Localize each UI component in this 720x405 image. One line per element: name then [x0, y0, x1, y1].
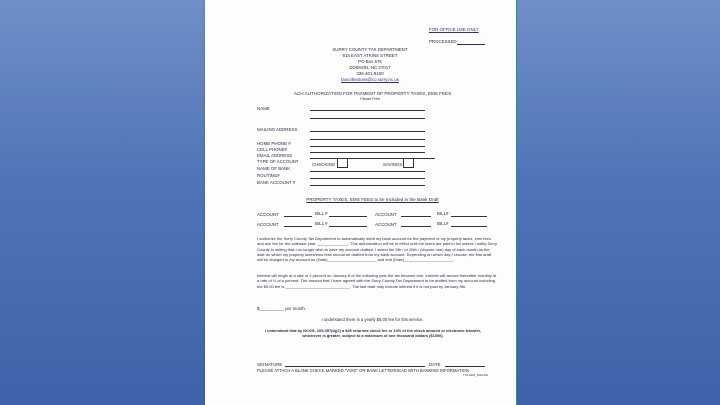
- per-month-amount: $__________ per month.: [257, 306, 307, 311]
- form-title: ACH AUTHORIZATION FOR PAYMENT OF PROPERTY TAXES, EMS FEES: [293, 91, 452, 96]
- home-phone-line[interactable]: [310, 146, 425, 147]
- section-heading: PROPERTY TAXES, EMS FEES to be Included in the Bank Draft: [306, 197, 439, 202]
- name-line-2[interactable]: [310, 118, 425, 119]
- dept-phone: 336-401-8100: [356, 71, 384, 76]
- authorization-paragraph: I authorize the Surry County Tax Department to automatically debit my bank account for the payment of my property taxes, ems fees and ach fee for the calendar year ______________. This authorization will be in effect until the taxes are paid in full unless I notify Surry County in writing that I no longer wish to have my account drafted. I select the 5th / or 20th / (choose one) day of each month as the date on which my property taxes/ems fees should be drafted from my bank account. Depending on which day I choose, the first draft will be charged to my account on (Date)______________________ and end (Date)______________________.: [257, 236, 498, 263]
- bill-label-2: BILL#: [437, 211, 449, 216]
- bill-line-2[interactable]: [451, 216, 487, 217]
- form-subtitle: Please Print: [360, 97, 380, 101]
- bill-label-4: BILL#: [437, 221, 449, 226]
- routing-label: ROUTING#: [257, 173, 280, 178]
- email-line[interactable]: [310, 158, 435, 159]
- cell-phone-label: CELL PHONE#: [257, 147, 288, 152]
- processed-label: PROCESSED:: [429, 39, 458, 44]
- date-label: DATE: [429, 362, 441, 367]
- form-code: TX1-0061_2016-HG: [463, 373, 489, 377]
- signature-line[interactable]: [285, 366, 425, 367]
- bank-name-line[interactable]: [310, 171, 425, 172]
- account-label-1: ACCOUNT: [257, 212, 279, 217]
- account-line-3[interactable]: [284, 226, 312, 227]
- account-label-2: ACCOUNT: [375, 212, 397, 217]
- bank-name-label: NAME OF BANK: [257, 166, 291, 171]
- fee-notice: I understand there is a yearly $5.00 fee for this service.: [321, 317, 424, 322]
- date-line[interactable]: [445, 366, 485, 367]
- dept-email-link[interactable]: taxcollections@co.surry.nc.us: [341, 77, 399, 82]
- account-line-1[interactable]: [284, 216, 312, 217]
- account-label-3: ACCOUNT: [257, 222, 279, 227]
- cell-phone-line[interactable]: [310, 152, 425, 153]
- account-type-label: TYPE OF ACCOUNT: [257, 159, 299, 164]
- bank-account-line[interactable]: [310, 185, 425, 186]
- email-address-label: EMAIL ADDRESS: [257, 153, 293, 158]
- bill-line-3[interactable]: [329, 226, 367, 227]
- mailing-line-1[interactable]: [310, 131, 425, 132]
- checking-label: CHECKING: [312, 162, 336, 167]
- savings-checkbox[interactable]: [403, 158, 414, 168]
- dept-street: 915 EAST ATKINS STREET: [342, 53, 398, 58]
- name-label: NAME: [257, 106, 270, 111]
- returned-check-notice: I understand that by NCGS: 105-357(b)(2) a $25 returned check fee or 10% of the check amount or electronic transfer, whichever is greater, subject to a maximum of one thousand dollars ($1000).: [265, 328, 481, 338]
- account-label-4: ACCOUNT: [375, 222, 397, 227]
- bill-line-1[interactable]: [329, 216, 367, 217]
- bill-line-4[interactable]: [451, 226, 487, 227]
- dept-pobox: PO Box 576: [358, 59, 382, 64]
- signature-label: SIGNATURE: [257, 362, 283, 367]
- checking-checkbox[interactable]: [337, 158, 348, 168]
- account-line-2[interactable]: [401, 216, 431, 217]
- mailing-address-label: MAILING ADDRESS: [257, 127, 298, 132]
- bill-label-1: BILL #: [315, 211, 328, 216]
- savings-label: SAVINGS: [383, 162, 403, 167]
- ach-form-document: [205, 0, 516, 405]
- dept-city: DOBSON, NC 27017: [349, 65, 391, 70]
- processed-line: [457, 44, 485, 45]
- interest-paragraph: Interest will begin at a rate of 2 percent on January 6 of the following year the tax became due. Interest will accrue thereafter monthly at a rate of ¾ of a percent. The amount that I have agreed with the Surry County Tax Department to be drafted from my account including the $5.00 fee is _____________________________. The last draft may include interest if it is not paid by January 5th.: [257, 273, 497, 289]
- office-use-label: FOR OFFICE USE ONLY: [429, 27, 479, 32]
- bill-label-3: BILL #: [315, 221, 328, 226]
- attach-check-notice: PLEASE ATTACH A BLANK CHECK MARKED "VOID" OR BANK LETTERHEAD WITH BANKING INFORMATION: [257, 368, 469, 373]
- bank-account-label: BANK ACCOUNT #: [257, 180, 296, 185]
- home-phone-label: HOME PHONE #: [257, 141, 291, 146]
- mailing-line-2[interactable]: [310, 139, 425, 140]
- name-line-1[interactable]: [310, 110, 425, 111]
- account-line-4[interactable]: [401, 226, 431, 227]
- routing-line[interactable]: [310, 178, 425, 179]
- dept-name: SURRY COUNTY TAX DEPARTMENT: [332, 47, 408, 52]
